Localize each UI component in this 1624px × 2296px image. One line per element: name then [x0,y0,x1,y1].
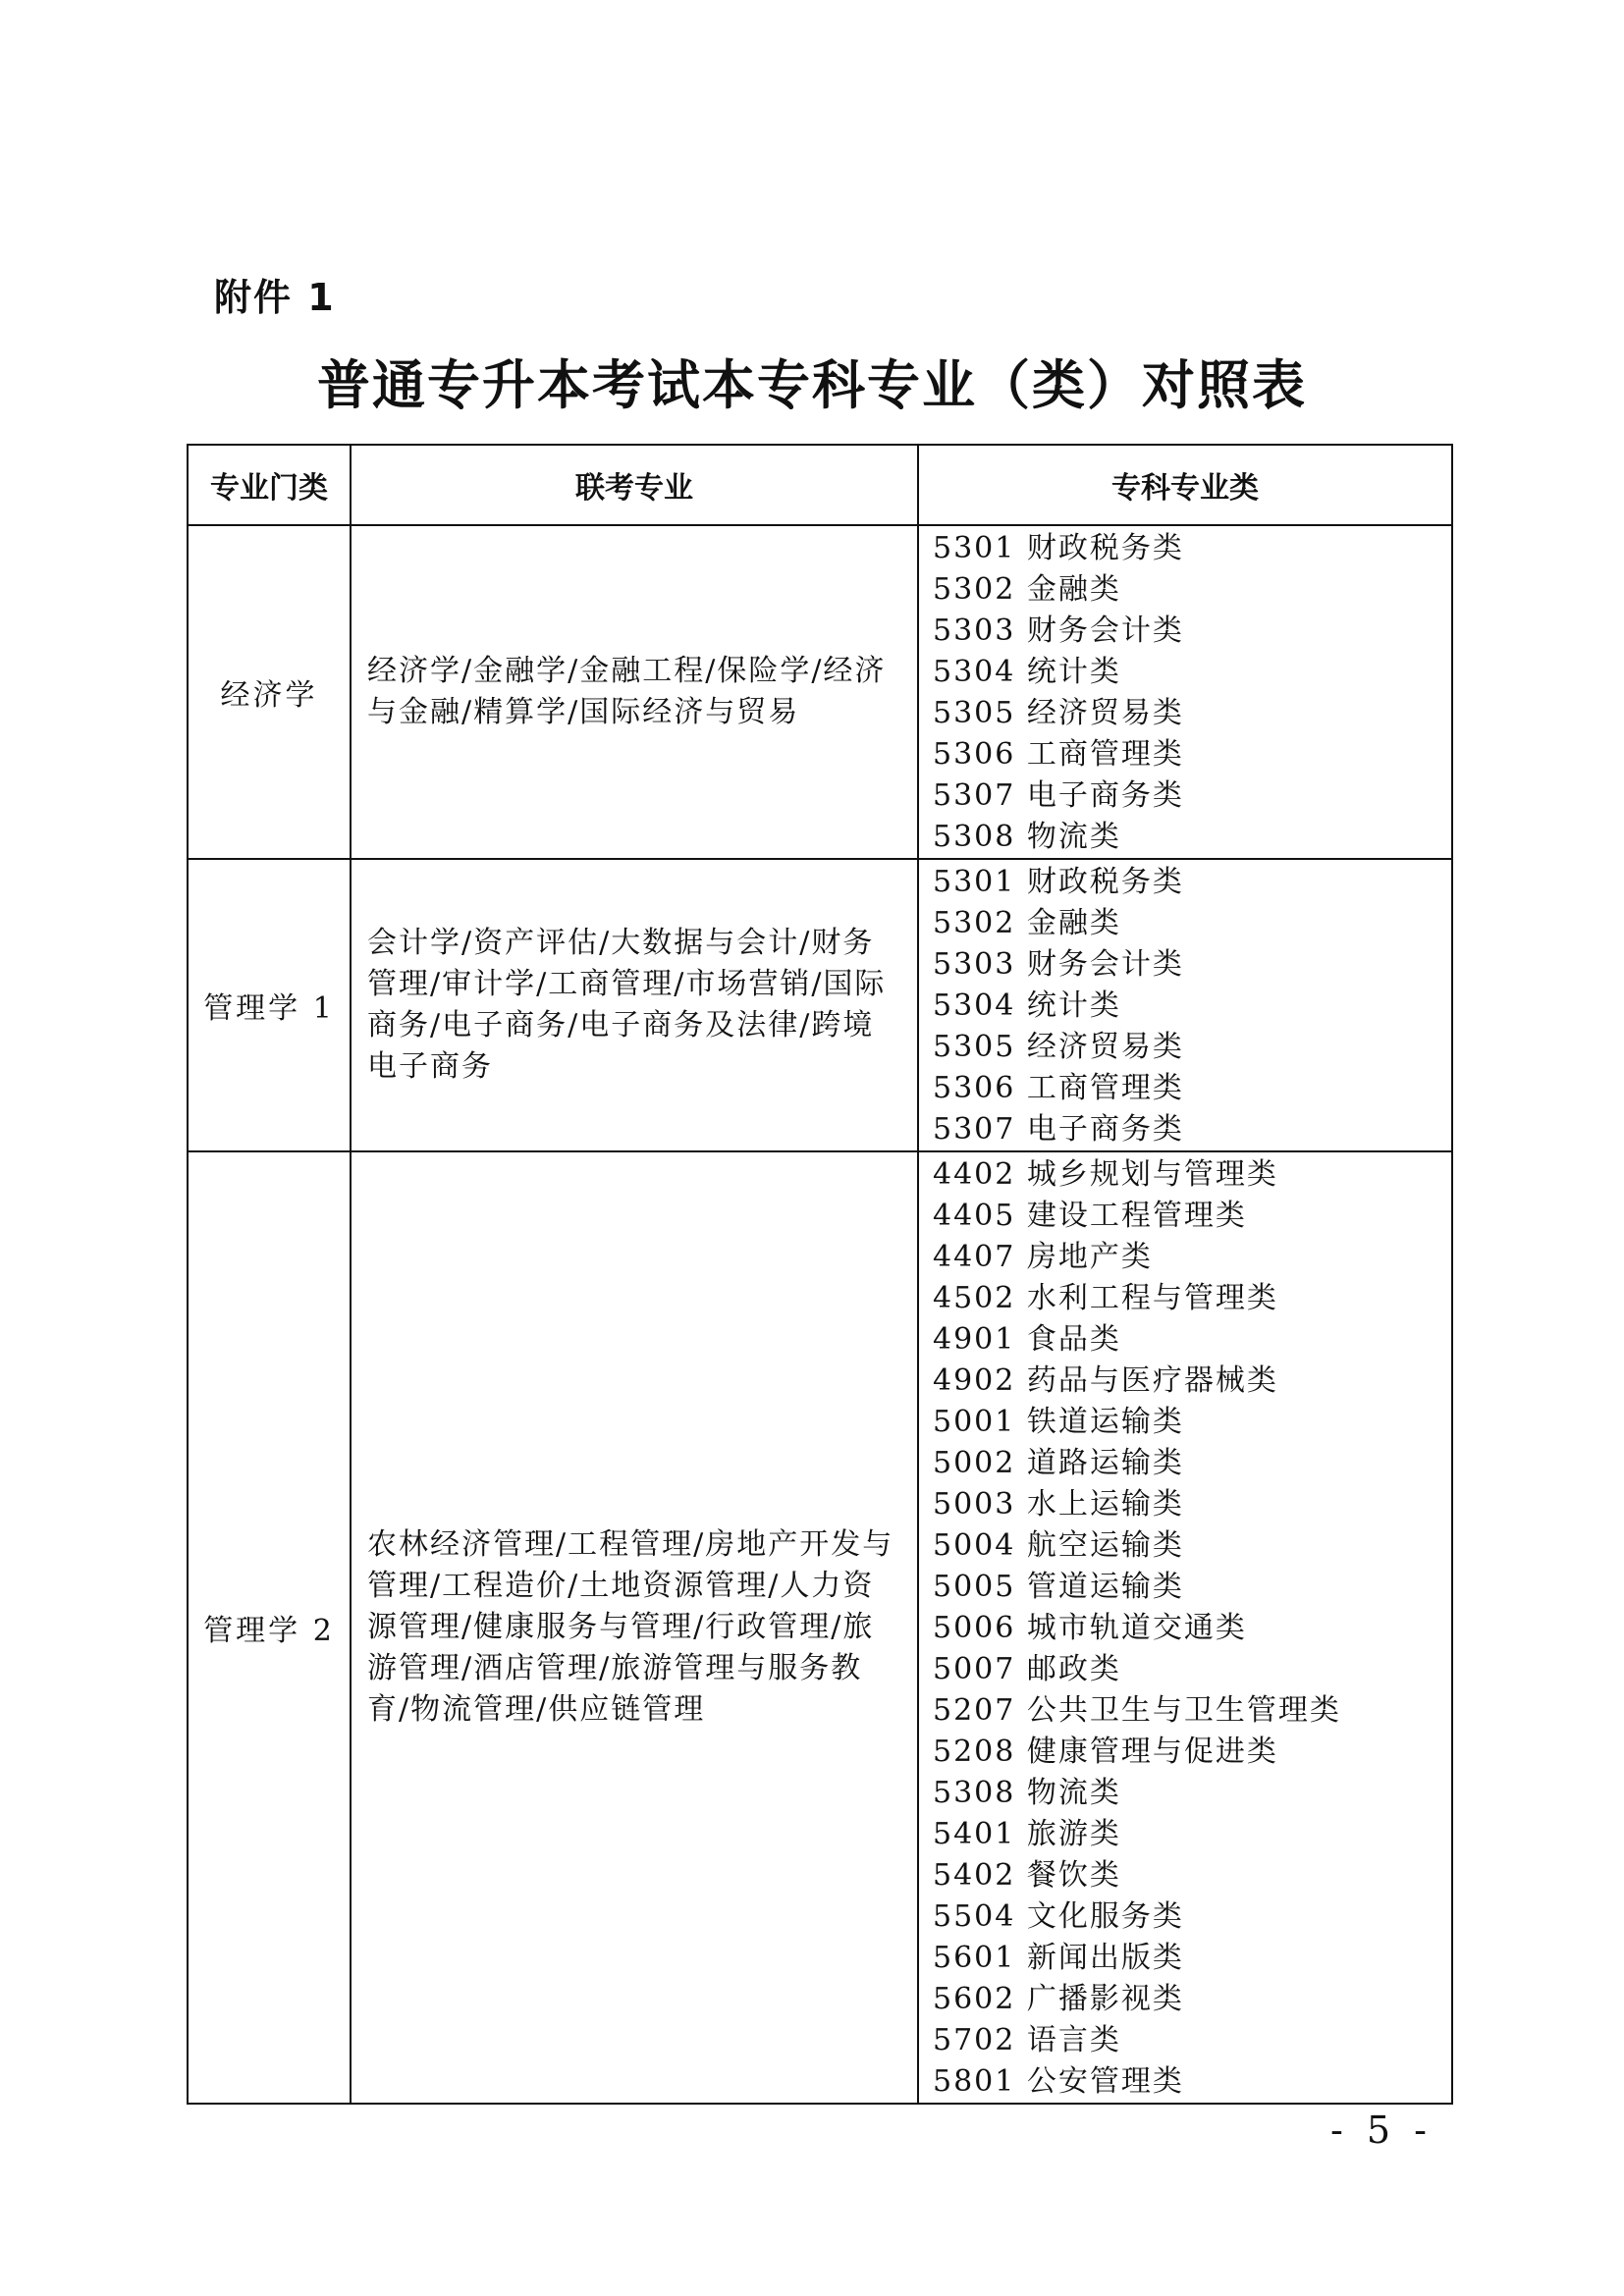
codes-cell [918,1151,1452,2104]
code-item: 5007 邮政类 [933,1652,1121,1686]
code-item: 5801 公安管理类 [933,2064,1184,2099]
code-item: 5302 金融类 [933,572,1121,607]
header-joint-exam-major: 联考专业 [351,445,918,525]
code-item: 5401 旅游类 [933,1817,1121,1851]
subjects-cell: 经济学/金融学/金融工程/保险学/经济与金融/精算学/国际经济与贸易 [351,525,918,859]
code-item: 4502 水利工程与管理类 [933,1281,1278,1315]
code-item: 5304 统计类 [933,988,1121,1023]
code-item: 4405 建设工程管理类 [933,1199,1247,1233]
page-title: 普通专升本考试本专科专业（类）对照表 [317,353,1307,416]
code-item: 5005 管道运输类 [933,1570,1184,1604]
code-item: 5207 公共卫生与卫生管理类 [933,1693,1341,1728]
code-item: 4407 房地产类 [933,1240,1153,1274]
attachment-label: 附件 1 [214,276,336,319]
subjects-cell: 农林经济管理/工程管理/房地产开发与管理/工程造价/土地资源管理/人力资源管理/健康服务与管理/行政管理/旅游管理/酒店管理/旅游管理与服务教育/物流管理/供应链管理 [351,1151,918,2104]
code-item: 5307 电子商务类 [933,1112,1184,1147]
category-cell: 管理学 1 [188,859,351,1151]
code-item: 5304 统计类 [933,655,1121,689]
code-item: 5504 文化服务类 [933,1899,1184,1934]
code-item: 5002 道路运输类 [933,1446,1184,1480]
header-category: 专业门类 [188,445,351,525]
code-item: 5307 电子商务类 [933,778,1184,813]
code-item: 5003 水上运输类 [933,1487,1184,1522]
table-row [188,1151,1452,2104]
code-item: 5402 餐饮类 [933,1858,1121,1893]
code-item: 5303 财务会计类 [933,947,1184,982]
page-number: - 5 - [1330,2109,1434,2152]
code-item: 5305 经济贸易类 [933,1030,1184,1064]
code-item: 5006 城市轨道交通类 [933,1611,1247,1645]
major-mapping-table [187,444,1453,2105]
table-row [188,525,1452,859]
subjects-cell: 会计学/资产评估/大数据与会计/财务管理/审计学/工商管理/市场营销/国际商务/电子商务/电子商务及法律/跨境电子商务 [351,859,918,1151]
category-cell: 经济学 [188,525,351,859]
codes-cell [918,859,1452,1151]
header-vocational-major-class: 专科专业类 [918,445,1452,525]
code-item: 5702 语言类 [933,2023,1121,2057]
code-item: 5602 广播影视类 [933,1982,1184,2016]
code-item: 4902 药品与医疗器械类 [933,1363,1278,1398]
code-item: 5302 金融类 [933,906,1121,940]
code-item: 5004 航空运输类 [933,1528,1184,1563]
code-item: 5308 物流类 [933,820,1121,854]
code-item: 5303 财务会计类 [933,614,1184,648]
category-cell: 管理学 2 [188,1151,351,2104]
code-item: 5301 财政税务类 [933,865,1184,899]
code-item: 5301 财政税务类 [933,531,1184,565]
table-header-row [188,445,1452,525]
code-item: 4901 食品类 [933,1322,1121,1357]
code-item: 5308 物流类 [933,1776,1121,1810]
codes-cell [918,525,1452,859]
code-item: 5305 经济贸易类 [933,696,1184,730]
table-row [188,859,1452,1151]
code-item: 5001 铁道运输类 [933,1405,1184,1439]
code-item: 4402 城乡规划与管理类 [933,1157,1278,1192]
code-item: 5208 健康管理与促进类 [933,1735,1278,1769]
code-item: 5306 工商管理类 [933,737,1184,772]
code-item: 5601 新闻出版类 [933,1941,1184,1975]
code-item: 5306 工商管理类 [933,1071,1184,1105]
